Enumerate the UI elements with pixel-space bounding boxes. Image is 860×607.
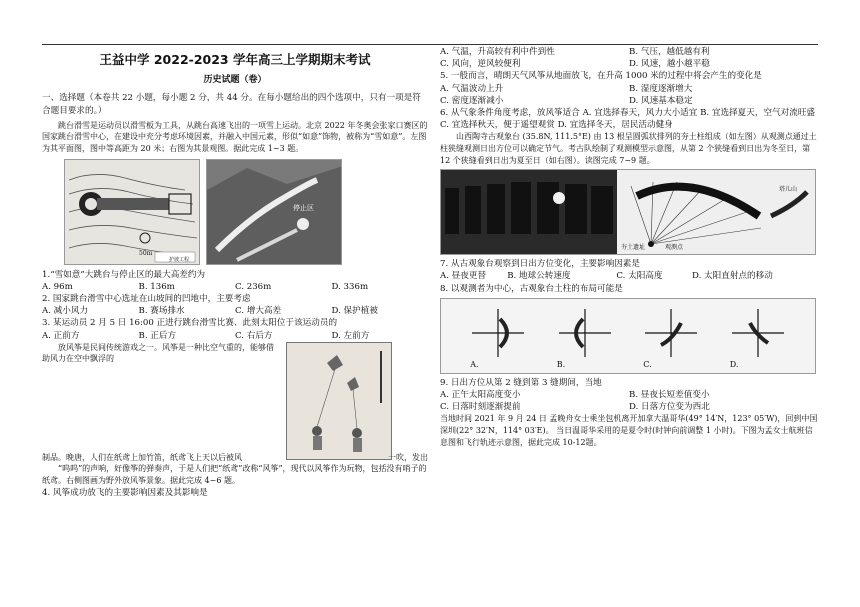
exam-title: 王益中学 2022-2023 学年高三上学期期末考试 (99, 52, 371, 67)
q4-option-c[interactable]: C. 风向，逆风较便利 (440, 59, 521, 70)
q5-option-a[interactable]: A. 气温波动上升 (440, 83, 504, 94)
q2-option-b[interactable]: B. 赛场排水 (138, 306, 185, 317)
question-5-options-row2 (440, 95, 818, 107)
layout-label-a: A. (470, 359, 479, 369)
kite-section (42, 342, 428, 452)
question-9-options-row1 (440, 389, 818, 401)
passage-kite-c: “呜呜”的声响，好像筝的弹奏声，于是人们把“纸鸢”改称“风筝”，现代以风筝作为玩物，包括没有哨子的纸鸢。右侧图画为野外放风筝景象。据此完成 4~6 题。 (42, 464, 427, 485)
stop-area-label: 停止区 (293, 203, 314, 212)
question-4-options-row1 (440, 46, 818, 58)
q1-option-c[interactable]: C. 236m (235, 281, 272, 292)
q2-option-c[interactable]: C. 增大高差 (235, 306, 282, 317)
observatory-figure (440, 169, 816, 255)
question-2-options (42, 305, 428, 317)
question-9: 9. 日出方位从第 2 缝到第 3 缝期间，当地 (440, 377, 602, 388)
kite-painting (286, 342, 392, 460)
passage-kite-b-row (42, 452, 428, 464)
q7-option-a[interactable]: A. 昼夜更替 (440, 271, 487, 282)
q7-option-d[interactable]: D. 太阳直射点的移动 (692, 271, 773, 282)
layout-option-c[interactable] (639, 305, 703, 369)
instructions: 一、选择题（本卷共 22 小题，每小题 2 分，共 44 分。在每小题给出的四个选项中，只有一项是符合题目要求的。） (42, 93, 421, 116)
ski-landscape-photo (206, 159, 342, 265)
observe-label: 观测点 (665, 244, 684, 252)
right-column (440, 46, 818, 448)
q5-option-c[interactable]: C. 密度逐渐减小 (440, 95, 504, 106)
passage-kite-b-end: 一吹，发出 (388, 452, 428, 462)
question-7: 7. 从古观象台观察到日出方位变化，主要影响因素是 (440, 259, 640, 270)
q4-option-b[interactable]: B. 气压，越低越有利 (629, 47, 710, 57)
question-1: 1.“雪如意”大跳台与停止区的最大高差约为 (42, 269, 206, 280)
question-3-options (42, 330, 428, 342)
pillar-label: 夯土遗址 (621, 244, 646, 252)
question-5-options-row1 (440, 83, 818, 95)
legend-label: 护坡工程 (169, 256, 190, 263)
question-4: 4. 风筝成功放飞的主要影响因素及其影响是 (42, 487, 208, 498)
left-column (42, 46, 428, 499)
scale-label: 50m (139, 249, 153, 257)
passage-flight: 当地时间 2021 年 9 月 24 日 孟晚舟女士乘坐包机离开加拿大温哥华(49° 14′N，123° 05′W)，回到中国深圳(22° 32′N，114° 03′E)。 当日温哥华采用的是夏令时(时钟向前调整 1 小时)。下图为孟女士航班信息图和飞行轨迹示意图，据此完成 10-12题。 (440, 414, 818, 447)
q9-option-b[interactable]: B. 昼夜长短差值变小 (629, 390, 710, 401)
layout-option-b[interactable] (553, 305, 617, 369)
q3-option-c[interactable]: C. 右后方 (235, 330, 273, 341)
layout-option-d[interactable] (726, 305, 790, 369)
question-3: 3. 某运动员 2 月 5 日 16:00 正进行跳台滑雪比赛、此刻太阳位于该运动员的 (42, 318, 338, 329)
q2-option-a[interactable]: A. 减小风力 (42, 306, 89, 317)
q1-option-d[interactable]: D. 336m (331, 281, 369, 292)
q5-option-d[interactable]: D. 风速基本稳定 (629, 95, 693, 106)
question-9-options-row2 (440, 401, 818, 413)
q3-option-d[interactable]: D. 左前方 (331, 330, 370, 341)
passage-ski: 跳台滑雪是运动员以滑雪板为工具，从跳台高速飞出的一项雪上运动。北京 2022 年冬奥会张家口赛区的国家跳台滑雪中心，在建设中充分考虑环境因素，并融入中国元素，形似“如意”饰物，被称为“雪如意”。左图为其平面图，图中等高距为 20 米；右图为其景观图。据此完成 1~3 题。 (42, 120, 428, 153)
exam-subtitle: 历史试题（卷） (203, 75, 267, 86)
question-1-options (42, 281, 428, 293)
ski-figures (64, 159, 428, 265)
passage-observatory: 山西陶寺古观象台 (35.8N, 111.5°E) 由 13 根呈圆弧状排列的夯土柱组成（如左图）从观测点通过土柱狭缝观测日出方位可以确定节气。考古队绘制了观测模型示意图，从第 2 个狭缝看到日出为冬至日，第 12 个狭缝看到日出为夏至日（如右图）。读图完成 7~9 题。 (440, 132, 817, 165)
q3-option-a[interactable]: A. 正前方 (42, 330, 80, 341)
mountain-label: 塔儿山 (779, 186, 798, 194)
passage-kite-b: 制品。晚唐，人们在纸鸢上加竹笛，纸鸢飞上天以后被风 (42, 452, 242, 462)
layout-label-d: D. (729, 359, 739, 369)
ski-contour-map (64, 159, 200, 265)
layout-label-b: B. (556, 359, 566, 369)
question-5: 5. 一般而言，晴朗天气风筝从地面放飞，在升高 1000 米的过程中将会产生的变化是 (440, 71, 762, 82)
question-4-options-row2 (440, 58, 818, 70)
q4-option-a[interactable]: A. 气温，升高较有利中件到性 (440, 47, 555, 57)
q4-option-d[interactable]: D. 风速，越小越平稳 (629, 59, 710, 70)
q9-option-c[interactable]: C. 日落时刻逐渐提前 (440, 402, 521, 413)
passage-kite-a: 放风筝是民间传统游戏之一。风筝是一种比空气重的，能够借助风力在空中飘浮的 (42, 342, 274, 364)
q9-option-d[interactable]: D. 日落方位变为西北 (629, 402, 710, 413)
question-2: 2. 国家跳台滑雪中心选址在山坡间的凹地中，主要考虑 (42, 294, 251, 304)
q2-option-d[interactable]: D. 保护植被 (331, 306, 378, 317)
q7-option-c[interactable]: C. 太阳高度 (616, 271, 663, 282)
layout-label-c: C. (643, 359, 652, 369)
q1-option-a[interactable]: A. 96m (42, 281, 73, 292)
top-rule (42, 44, 818, 45)
layout-options-figure (440, 298, 816, 374)
question-7-options (440, 270, 818, 282)
question-6: 6. 从气象条件角度考虑，放风筝适合 A. 宜选择春天，风力大小适宜 B. 宜选择夏天，空气对流旺盛 C. 宜选择秋天，便于遥望观赏 D. 宜选择冬天，居民活动健身 (440, 108, 816, 131)
q7-option-b[interactable]: B. 地球公转速度 (507, 271, 571, 282)
layout-option-a[interactable] (466, 305, 530, 369)
q9-option-a[interactable]: A. 正午太阳高度变小 (440, 390, 521, 401)
q5-option-b[interactable]: B. 湿度逐渐增大 (629, 83, 693, 94)
q1-option-b[interactable]: B. 136m (138, 281, 175, 292)
q3-option-b[interactable]: B. 正后方 (138, 330, 177, 341)
question-8: 8. 以观测者为中心，古观象台土柱的布局可能是 (440, 283, 623, 294)
